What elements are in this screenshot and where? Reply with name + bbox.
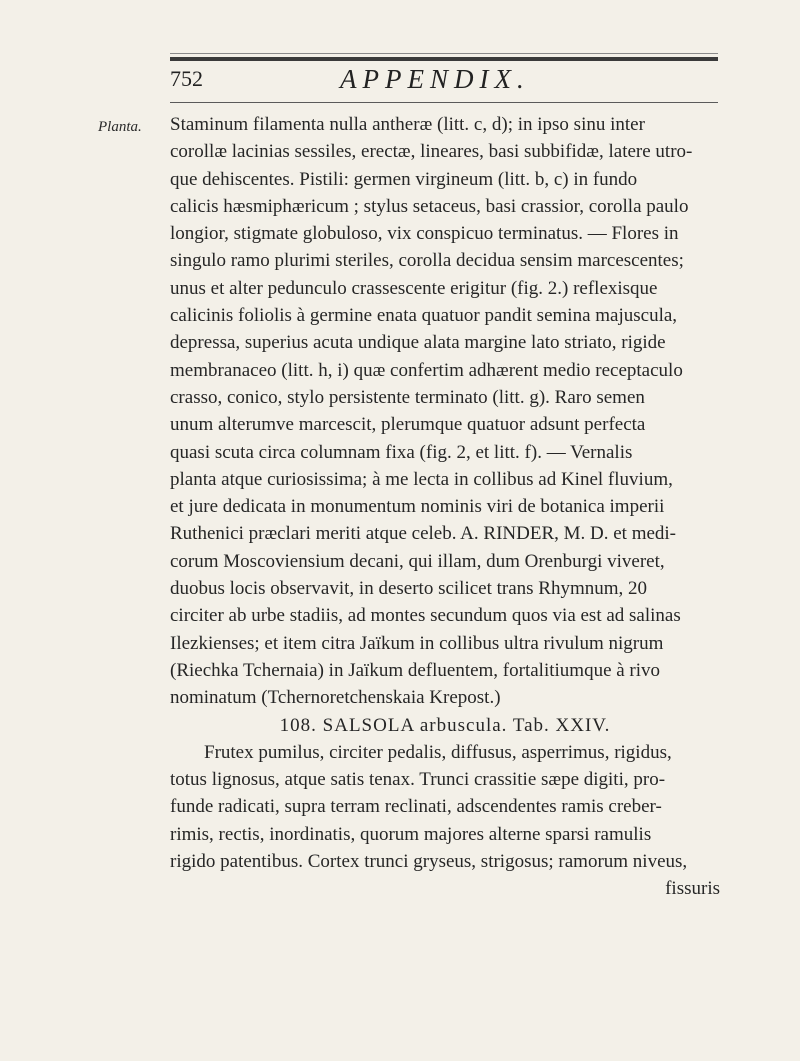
paragraph-2-line-6: fissuris (665, 878, 720, 900)
page-number: 752 (170, 66, 203, 91)
paragraph-1-line-1: Staminum filamenta nulla antheræ (litt. c, d); in ipso sinu inter (170, 114, 645, 135)
section-heading: 108. SALSOLA arbuscula. Tab. XXIV. (279, 714, 611, 736)
paragraph-1-line-18: duobus locis observavit, in deserto scilicet trans Rhymnum, 20 (170, 578, 648, 600)
paragraph-1-line-20: Ilezkienses; et item citra Jaïkum in collibus ultra rivulum nigrum (170, 632, 664, 654)
paragraph-1-line-22: nominatum (Tchernoretchenskaia Krepost.) (170, 687, 501, 709)
paragraph-1-line-2: corollæ lacinias sessiles, erectæ, lineares, basi subbifidæ, latere utro- (170, 141, 693, 163)
paragraph-2-line-3: funde radicati, supra terram reclinati, adscendentes ramis creber- (170, 796, 662, 818)
paragraph-1-line-4: calicis hæsmiphæricum ; stylus setaceus, basi crassior, corolla paulo (170, 195, 689, 217)
page-header (170, 66, 718, 102)
body-text (170, 111, 720, 903)
paragraph-1-line-14: planta atque curiosissima; à me lecta in collibus ad Kinel fluvium, (170, 468, 673, 490)
paragraph-2-line-2: totus lignosus, atque satis tenax. Trunci crassitie sæpe digiti, pro- (170, 769, 666, 791)
top-thin-rule (170, 53, 718, 54)
paragraph-1-line-9: depressa, superius acuta undique alata margine lato striato, rigide (170, 332, 666, 354)
paragraph-1-line-13: quasi scuta circa columnam fixa (fig. 2, et litt. f). — Vernalis (170, 441, 633, 463)
paragraph-1-line-8: calicinis foliolis à germine enata quatuor pandit semina majuscula, (170, 305, 678, 327)
paragraph-1-line-17: corum Moscoviensium decani, qui illam, dum Orenburgi viveret, (170, 550, 665, 572)
paragraph-1-line-3: que dehiscentes. Pistili: germen virgineum (litt. b, c) in fundo (170, 168, 638, 190)
margin-note: Planta. (98, 119, 142, 135)
running-head: APPENDIX. (340, 64, 530, 94)
top-heavy-rule (170, 57, 718, 61)
paragraph-1-line-7: unus et alter pedunculo crassescente erigitur (fig. 2.) reflexisque (170, 277, 658, 299)
paragraph-1-line-16: Ruthenici præclari meriti atque celeb. A. RINDER, M. D. et medi- (170, 523, 677, 545)
paragraph-1-line-15: et jure dedicata in monumentum nominis viri de botanica imperii (170, 496, 665, 518)
paragraph-1-line-6: singulo ramo plurimi steriles, corolla decidua sensim marcescentes; (170, 250, 684, 272)
paragraph-1-line-11: crasso, conico, stylo persistente terminato (litt. g). Raro semen (170, 386, 645, 408)
paragraph-2-line-4: rimis, rectis, inordinatis, quorum majores alterne sparsi ramulis (170, 823, 652, 845)
header-rule (170, 102, 718, 103)
paragraph-1-line-21: (Riechka Tchernaia) in Jaïkum defluentem, fortalitiumque à rivo (170, 659, 661, 681)
paragraph-1-line-12: unum alterumve marcescit, plerumque quatuor adsunt perfecta (170, 414, 646, 436)
paragraph-2-line-1: Frutex pumilus, circiter pedalis, diffusus, asperrimus, rigidus, (204, 741, 672, 763)
paragraph-1-line-10: membranaceo (litt. h, i) quæ confertim adhærent medio receptaculo (170, 359, 683, 381)
paragraph-1-line-19: circiter ab urbe stadiis, ad montes secundum quos via est ad salinas (170, 605, 681, 627)
paragraph-2-line-5: rigido patentibus. Cortex trunci gryseus, strigosus; ramorum niveus, (170, 851, 688, 873)
paragraph-1-line-5: longior, stigmate globuloso, vix conspicuo terminatus. — Flores in (170, 223, 679, 245)
